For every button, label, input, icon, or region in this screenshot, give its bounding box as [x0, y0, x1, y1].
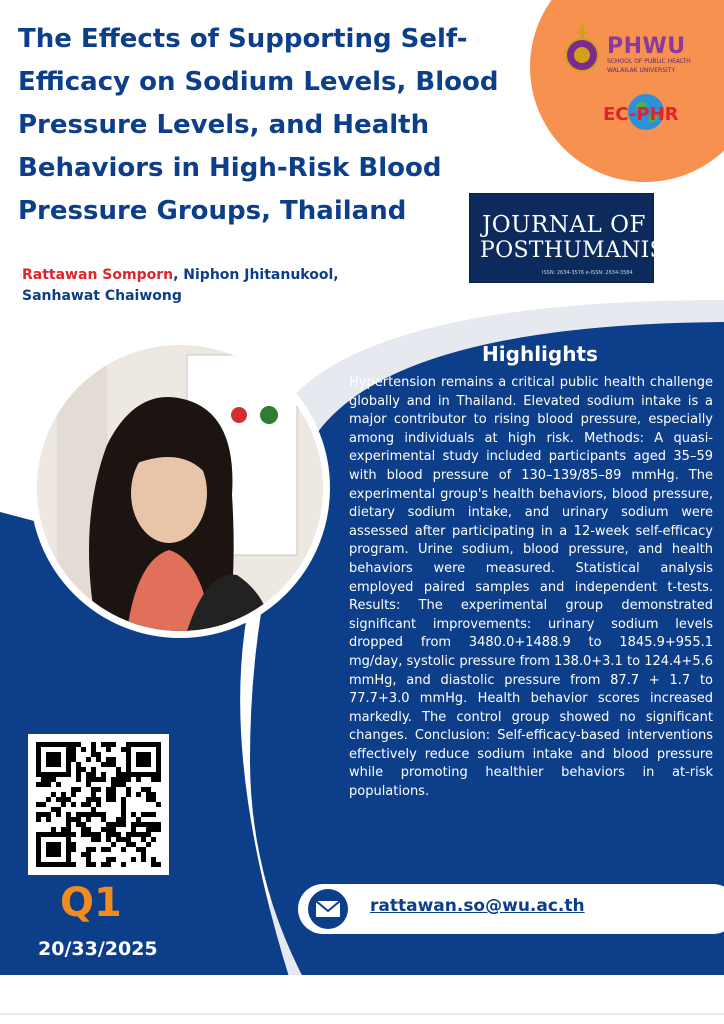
journal-name-line1: JOURNAL OF — [482, 212, 646, 238]
journal-name-line2: POSTHUMANISM — [480, 238, 688, 263]
partner-logo: EC-PHR — [603, 104, 679, 125]
quartile-badge: Q1 — [60, 880, 122, 926]
bottom-strip — [0, 975, 724, 1024]
journal-logo — [469, 193, 688, 283]
author-first: Rattawan Somporn — [22, 267, 174, 283]
university-seal-icon — [562, 20, 602, 80]
email-link[interactable]: rattawan.so@wu.ac.th — [370, 896, 585, 916]
authors — [22, 265, 442, 307]
author-photo — [30, 338, 330, 638]
logo-brand: PHWU — [607, 34, 686, 59]
poster-title: The Effects of Supporting Self-Efficacy on Sodium Levels, Blood Pressure Levels, and Health Behaviors in High-Risk Blood Pressure Groups, Thailand — [18, 24, 499, 226]
logo-subtitle-2: WALAILAK UNIVERSITY — [607, 67, 676, 74]
journal-issn: ISSN: 2634-3576 e-ISSN: 2634-3584 — [542, 270, 633, 276]
qr-code[interactable] — [28, 734, 169, 875]
publication-date: 20/33/2025 — [38, 938, 158, 960]
highlights-body: Hypertension remains a critical public health challenge globally and in Thailand. Elevated sodium intake is a major contributor to rising blood pressure, especially among individuals at high risk. Methods: A quasi-experimental study included participants aged 35–59 with blood pressure of 130–139/85–89 mmHg. The experimental group's health behaviors, blood pressure, dietary sodium intake, and urinary sodium were assessed after participating in a 12-week self-efficacy program. Urine sodium, blood pressure, and health behaviors were measured. Statistical analysis employed paired samples and independent t-tests. Results: The experimental group demonstrated significant improvements: urinary sodium levels dropped from 3480.0+1488.9 to 1845.9+955.1 mg/day, systolic pressure from 138.0+3.1 to 124.4+5.6 mmHg, and diastolic pressure from 87.7 + 1.7 to 77.7+3.0 mmHg. Health behavior scores increased markedly. The control group showed no significant changes. Conclusion: Self-efficacy-based interventions effectively reduce sodium intake and blood pressure while promoting healthier behaviors in at-risk populations. — [349, 375, 713, 800]
highlights-heading: Highlights — [482, 342, 598, 366]
author-rest: , Niphon Jhitanukool, — [173, 267, 339, 283]
envelope-icon — [308, 889, 348, 929]
logo-subtitle-1: SCHOOL OF PUBLIC HEALTH — [607, 58, 691, 65]
author-line2: Sanhawat Chaiwong — [22, 288, 182, 304]
